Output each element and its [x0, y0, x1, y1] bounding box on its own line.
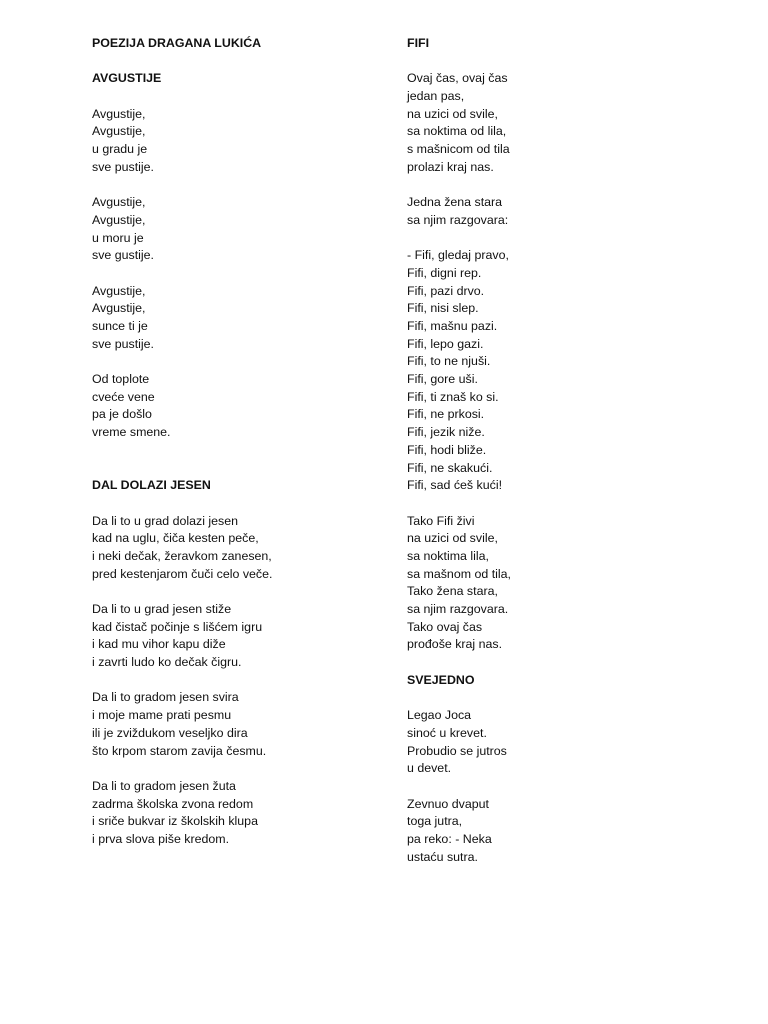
- verse-line: sa njim razgovara:: [407, 212, 509, 227]
- verse-line: Fifi, to ne njuši.: [407, 354, 491, 369]
- verse-line: Tako žena stara,: [407, 584, 498, 599]
- verse-line: sa njim razgovara.: [407, 602, 509, 616]
- verse-line: Avgustije,: [92, 195, 146, 210]
- verse-line: Avgustije,: [92, 124, 146, 139]
- verse-line: Fifi, ne prkosi.: [407, 407, 485, 422]
- verse-line: na uzici od svile,: [407, 106, 498, 121]
- verse-line: sunce ti je: [92, 319, 148, 333]
- verse-line: Tako Fifi živi: [407, 513, 475, 528]
- verse-line: Fifi, digni rep.: [407, 265, 482, 280]
- stanza: [92, 689, 382, 760]
- verse-line: pred kestenjarom čuči celo veče.: [92, 566, 273, 581]
- verse-line: na uzici od svile,: [407, 531, 498, 546]
- verse-line: Probudio se jutros: [407, 743, 507, 758]
- verse-line: Fifi, mašnu pazi.: [407, 319, 498, 333]
- stanza: [92, 283, 382, 354]
- verse-line: Da li to gradom jesen žuta: [92, 778, 236, 793]
- verse-line: Avgustije,: [92, 106, 146, 121]
- poem-title-dal-dolazi-jesen: DAL DOLAZI JESEN: [92, 478, 211, 493]
- verse-line: i moje mame prati pesmu: [92, 708, 232, 723]
- verse-line: Fifi, jezik niže.: [407, 425, 485, 440]
- verse-line: prolazi kraj nas.: [407, 159, 494, 174]
- verse-line: sa noktima lila,: [407, 548, 489, 563]
- verse-line: što krpom starom zavija česmu.: [92, 743, 267, 758]
- verse-line: Od toplote: [92, 372, 150, 387]
- stanza: [407, 513, 727, 655]
- verse-line: prođoše kraj nas.: [407, 637, 503, 652]
- stanza: [407, 796, 727, 867]
- verse-line: cveće vene: [92, 389, 155, 404]
- verse-line: u moru je: [92, 230, 144, 245]
- stanza: [92, 513, 382, 584]
- verse-line: Fifi, ti znaš ko si.: [407, 389, 499, 404]
- stanza: [92, 371, 382, 442]
- verse-line: Da li to u grad dolazi jesen: [92, 513, 239, 528]
- poem-title-fifi: FIFI: [407, 36, 430, 50]
- stanza: [407, 247, 727, 495]
- verse-line: u gradu je: [92, 142, 148, 157]
- verse-line: Da li to gradom jesen svira: [92, 690, 239, 705]
- stanza: [407, 194, 727, 229]
- verse-line: ustaću sutra.: [407, 849, 478, 864]
- verse-line: i kad mu vihor kapu diže: [92, 637, 226, 652]
- verse-line: i sriče bukvar iz školskih klupa: [92, 814, 258, 829]
- left-column: [92, 35, 382, 849]
- verse-line: kad čistač počinje s lišćem igru: [92, 619, 263, 634]
- document-title: POEZIJA DRAGANA LUKIĆA: [92, 36, 262, 50]
- poem-title-avgustije: AVGUSTIJE: [92, 71, 162, 86]
- verse-line: vreme smene.: [92, 425, 171, 440]
- stanza: [92, 106, 382, 177]
- verse-line: Da li to u grad jesen stiže: [92, 602, 232, 617]
- verse-line: sa noktima od lila,: [407, 124, 507, 139]
- verse-line: jedan pas,: [407, 89, 465, 104]
- verse-line: Fifi, lepo gazi.: [407, 336, 484, 351]
- verse-line: Fifi, sad ćeš kući!: [407, 478, 503, 493]
- verse-line: - Fifi, gledaj pravo,: [407, 248, 509, 263]
- verse-line: Fifi, hodi bliže.: [407, 442, 487, 457]
- stanza: [407, 70, 727, 176]
- verse-line: Fifi, ne skakući.: [407, 460, 493, 475]
- verse-line: sve pustije.: [92, 336, 154, 351]
- verse-line: Tako ovaj čas: [407, 619, 483, 634]
- verse-line: Fifi, nisi slep.: [407, 301, 479, 316]
- verse-line: ili je zviždukom veseljko dira: [92, 725, 248, 740]
- verse-line: sve gustije.: [92, 248, 154, 263]
- verse-line: Avgustije,: [92, 212, 146, 227]
- verse-line: i zavrti ludo ko dečak čigru.: [92, 655, 242, 670]
- verse-line: pa reko: - Neka: [407, 831, 492, 846]
- verse-line: Jedna žena stara: [407, 195, 503, 210]
- stanza: [92, 601, 382, 672]
- poem-title-svejedno: SVEJEDNO: [407, 672, 475, 687]
- verse-line: Fifi, gore uši.: [407, 372, 478, 387]
- verse-line: Ovaj čas, ovaj čas: [407, 71, 508, 86]
- verse-line: Avgustije,: [92, 301, 146, 316]
- verse-line: zadrma školska zvona redom: [92, 796, 254, 811]
- verse-line: kad na uglu, čiča kesten peče,: [92, 531, 259, 546]
- stanza: [92, 778, 382, 849]
- verse-line: sve pustije.: [92, 159, 154, 174]
- verse-line: sinoć u krevet.: [407, 725, 487, 740]
- verse-line: s mašnicom od tila: [407, 142, 510, 157]
- stanza: [92, 194, 382, 265]
- verse-line: Avgustije,: [92, 283, 146, 298]
- verse-line: pa je došlo: [92, 407, 152, 422]
- right-column: [407, 35, 727, 866]
- verse-line: Zevnuo dvaput: [407, 796, 489, 811]
- verse-line: u devet.: [407, 761, 452, 776]
- verse-line: Fifi, pazi drvo.: [407, 283, 485, 298]
- verse-line: toga jutra,: [407, 814, 463, 829]
- verse-line: sa mašnom od tila,: [407, 566, 511, 581]
- verse-line: i prva slova piše kredom.: [92, 831, 230, 846]
- verse-line: i neki dečak, žeravkom zanesen,: [92, 548, 272, 563]
- stanza: [407, 707, 727, 778]
- verse-line: Legao Joca: [407, 708, 472, 723]
